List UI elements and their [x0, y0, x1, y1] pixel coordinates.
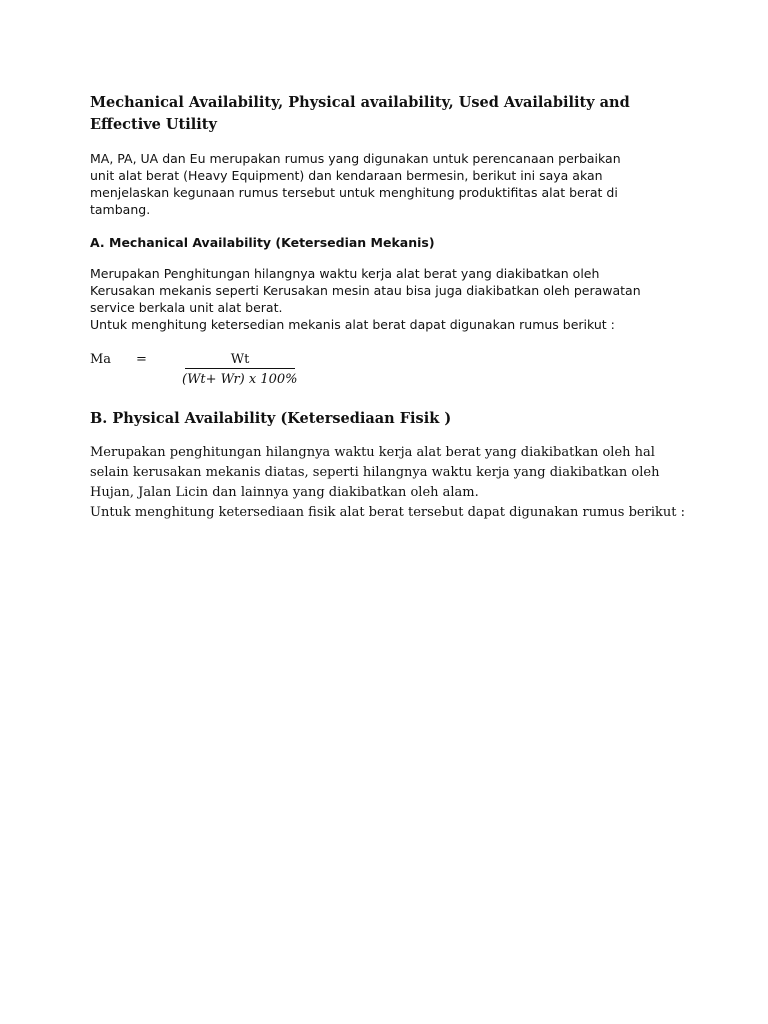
ma-formula — [90, 347, 680, 399]
section-b-line: Hujan, Jalan Licin dan lainnya yang diakibatkan oleh alam. — [90, 485, 479, 500]
document-title: Mechanical Availability, Physical availability, Used Availability and Effective Utility — [90, 94, 630, 133]
section-a-heading: A. Mechanical Availability (Ketersedian Mekanis) — [90, 235, 435, 250]
formula-lhs: Ma — [90, 352, 112, 367]
section-b-paragraph — [90, 443, 685, 523]
formula-numerator: Wt — [185, 352, 295, 369]
section-a-line: Untuk menghitung ketersedian mekanis alat berat dapat digunakan rumus berikut : — [90, 317, 615, 332]
intro-line: tambang. — [90, 202, 151, 217]
section-a-line: service berkala unit alat berat. — [90, 300, 283, 315]
section-b-heading: B. Physical Availability (Ketersediaan Fisik ) — [90, 410, 452, 427]
document-page — [90, 92, 685, 523]
intro-paragraph — [90, 150, 680, 218]
intro-line: menjelaskan kegunaan rumus tersebut untuk menghitung produktifitas alat berat di — [90, 185, 618, 200]
section-a-paragraph — [90, 265, 680, 333]
section-b-line: selain kerusakan mekanis diatas, seperti hilangnya waktu kerja yang diakibatkan oleh — [90, 465, 660, 480]
formula-equals: = — [136, 352, 147, 367]
formula-denominator: (Wt+ Wr) x 100% — [182, 372, 298, 387]
section-b-line: Untuk menghitung ketersediaan fisik alat berat tersebut dapat digunakan rumus berikut : — [90, 505, 685, 520]
section-b-line: Merupakan penghitungan hilangnya waktu kerja alat berat yang diakibatkan oleh hal — [90, 445, 655, 460]
section-a-line: Merupakan Penghitungan hilangnya waktu kerja alat berat yang diakibatkan oleh — [90, 266, 600, 281]
section-a-line: Kerusakan mekanis seperti Kerusakan mesin atau bisa juga diakibatkan oleh perawatan — [90, 283, 641, 298]
intro-line: unit alat berat (Heavy Equipment) dan kendaraan bermesin, berikut ini saya akan — [90, 168, 603, 183]
intro-line: MA, PA, UA dan Eu merupakan rumus yang digunakan untuk perencanaan perbaikan — [90, 151, 621, 166]
